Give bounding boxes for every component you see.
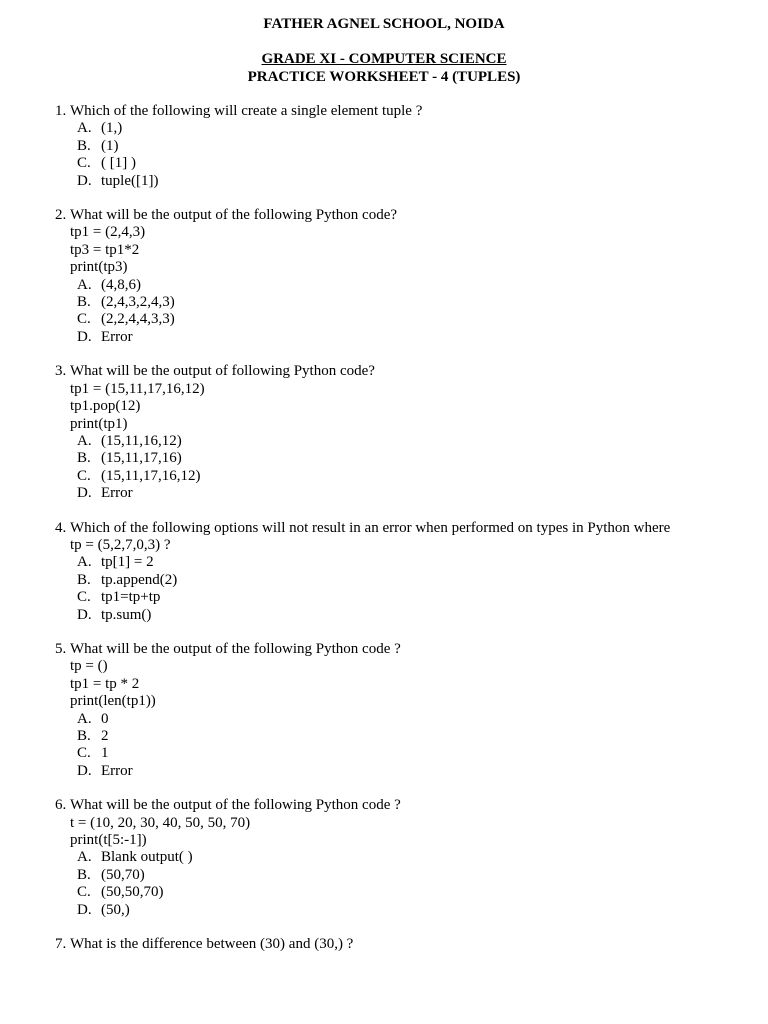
option-letter: A. [77,276,92,293]
option-letter: C. [77,311,91,328]
option-text: Error [101,485,133,502]
option-text: (4,8,6) [101,276,141,293]
question-line [55,797,755,814]
option-d [77,329,755,346]
code-line: tp = (5,2,7,0,3) ? [70,536,171,553]
option-d [77,173,755,190]
option-text: tp[1] = 2 [101,554,154,571]
code-line: tp3 = tp1*2 [70,241,140,258]
code-line: tp1 = (2,4,3) [70,224,146,241]
option-letter: A. [77,120,92,137]
question-line [55,936,755,953]
option-text: tuple([1]) [101,172,159,189]
question-number: 2. [55,207,67,224]
options-list [55,120,755,190]
option-letter: D. [77,606,92,623]
option-a [77,849,755,866]
options-list [55,433,755,503]
option-text: Error [101,328,133,345]
question-text: What will be the output of the following Python code ? [70,640,401,657]
option-letter: B. [77,866,91,883]
option-b [77,572,755,589]
option-letter: A. [77,849,92,866]
option-letter: D. [77,485,92,502]
option-c [77,155,755,172]
question-text: Which of the following will create a single element tuple ? [70,103,423,119]
code-line: tp1.pop(12) [70,398,141,415]
question-line [55,641,755,658]
option-letter: B. [77,294,91,311]
grade-title: GRADE XI - COMPUTER SCIENCE [261,51,507,67]
question-4 [55,520,755,624]
option-c [77,745,755,762]
question-3 [55,363,755,502]
question-number: 7. [55,936,67,953]
code-line: print(tp3) [70,259,128,276]
option-text: (15,11,17,16,12) [101,467,201,484]
question-line [55,520,755,537]
option-letter: B. [77,137,91,154]
option-text: tp1=tp+tp [101,589,161,606]
question-line [55,363,755,380]
option-text: 1 [101,745,109,762]
code-line: print(t[5:-1]) [70,832,147,849]
option-text: (50,70) [101,866,145,883]
question-number: 5. [55,640,67,657]
question-list [55,103,755,970]
question-line [55,103,755,120]
option-letter: C. [77,155,91,172]
question-text: What is the difference between (30) and (30,) ? [70,936,354,953]
question-1 [55,103,755,190]
option-letter: C. [77,745,91,762]
option-letter: B. [77,450,91,467]
worksheet-title: PRACTICE WORKSHEET - 4 (TUPLES) [247,69,521,85]
option-text: tp.append(2) [101,571,178,588]
code-line: tp1 = (15,11,17,16,12) [70,380,205,397]
option-a [77,554,755,571]
options-list [55,277,755,347]
options-list [55,711,755,781]
option-d [77,485,755,502]
option-b [77,450,755,467]
question-text: Which of the following options will not result in an error when performed on types in Python where [70,519,671,536]
option-a [77,120,755,137]
option-text: (1,) [101,120,123,137]
option-letter: D. [77,901,92,918]
option-b [77,867,755,884]
option-text: (50,50,70) [101,884,164,901]
option-text: tp.sum() [101,606,152,623]
option-letter: C. [77,467,91,484]
option-a [77,277,755,294]
code-line: t = (10, 20, 30, 40, 50, 50, 70) [70,814,251,831]
option-text: (15,11,16,12) [101,432,182,449]
option-text: Error [101,762,133,779]
option-text: 0 [101,710,109,727]
question-text: What will be the output of the following Python code ? [70,797,401,814]
option-letter: C. [77,589,91,606]
option-d [77,763,755,780]
option-d [77,607,755,624]
question-number: 1. [55,103,67,119]
option-d [77,902,755,919]
option-letter: B. [77,571,91,588]
option-text: 2 [101,728,109,744]
option-c [77,589,755,606]
option-letter: D. [77,328,92,345]
option-text: (15,11,17,16) [101,450,182,467]
option-text: ( [1] ) [101,155,136,172]
question-number: 4. [55,519,67,536]
question-number: 6. [55,797,67,814]
option-letter: D. [77,762,92,779]
option-a [77,711,755,728]
option-text: (1) [101,137,119,154]
question-number: 3. [55,363,67,380]
option-text: (2,4,3,2,4,3) [101,294,175,311]
school-name: FATHER AGNEL SCHOOL, NOIDA [263,16,505,32]
option-letter: D. [77,172,92,189]
option-letter: C. [77,884,91,901]
question-5 [55,641,755,780]
option-a [77,433,755,450]
option-letter: A. [77,554,92,571]
option-b [77,138,755,155]
options-list [55,554,755,624]
code-line: print(len(tp1)) [70,693,156,710]
question-6 [55,797,755,919]
option-c [77,468,755,485]
code-line: tp = () [70,658,108,675]
option-c [77,311,755,328]
option-b [77,728,755,745]
option-letter: A. [77,432,92,449]
option-c [77,884,755,901]
question-2 [55,207,755,346]
option-text: Blank output( ) [101,849,193,866]
code-line: print(tp1) [70,415,128,432]
option-b [77,294,755,311]
option-text: (2,2,4,4,3,3) [101,311,175,328]
code-line: tp1 = tp * 2 [70,675,140,692]
question-7 [55,936,755,953]
options-list [55,849,755,919]
question-text: What will be the output of the following Python code? [70,207,398,224]
option-text: (50,) [101,901,130,918]
option-letter: B. [77,728,91,744]
question-text: What will be the output of following Python code? [70,363,375,380]
option-letter: A. [77,710,92,727]
question-line [55,207,755,224]
